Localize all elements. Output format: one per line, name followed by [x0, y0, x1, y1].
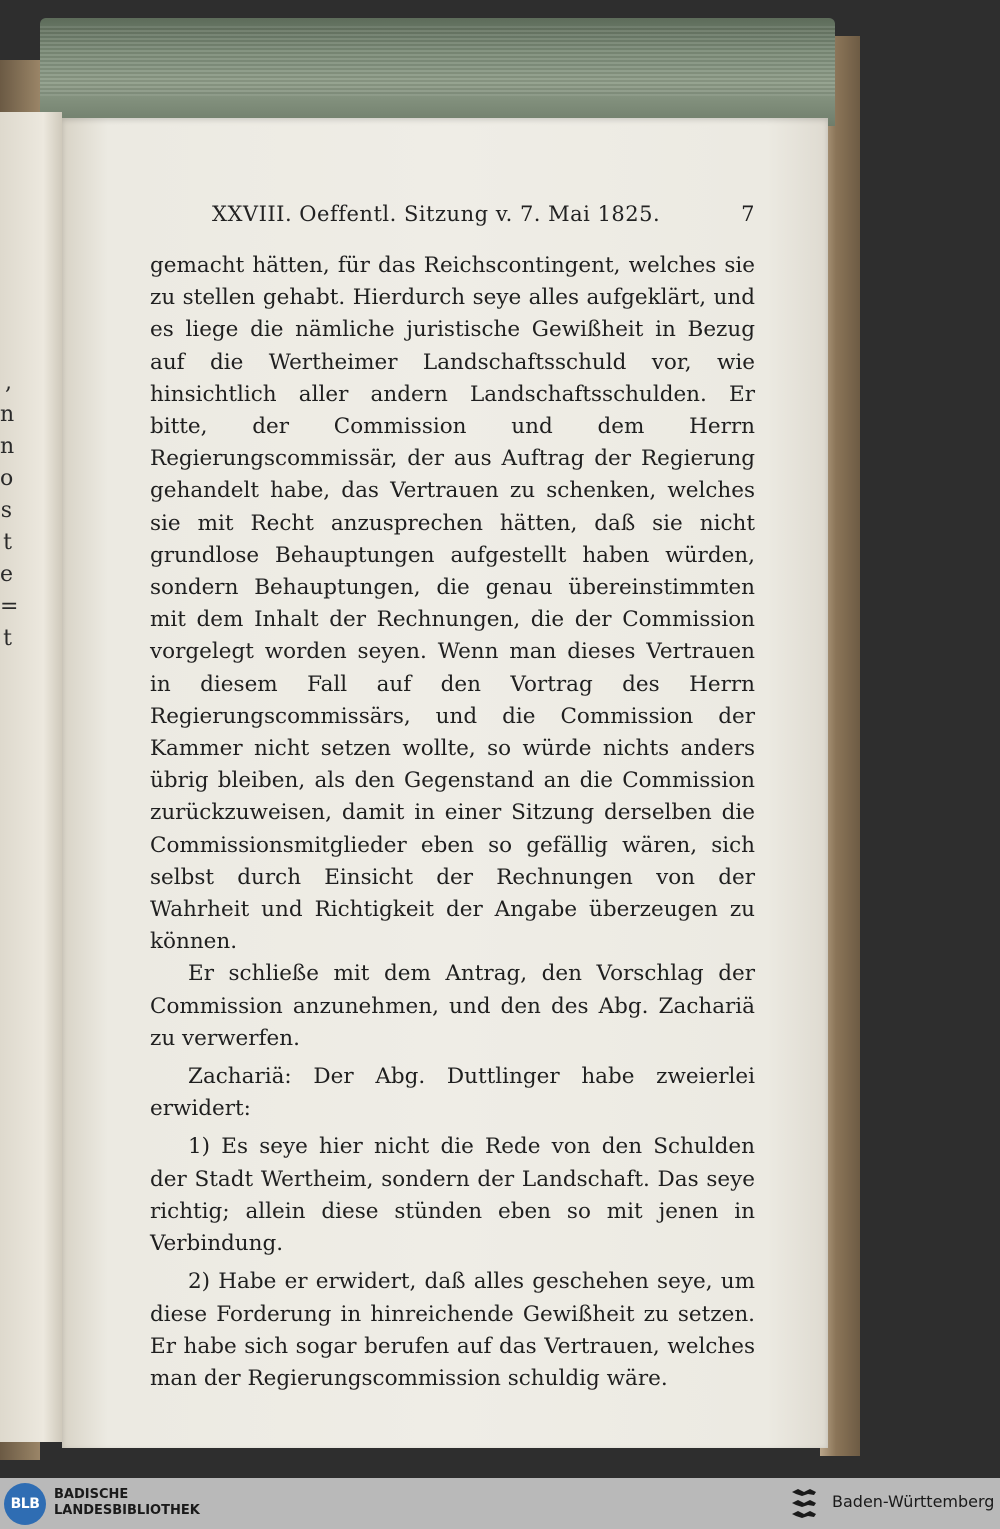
state-name[interactable]: Baden-Württemberg	[832, 1492, 995, 1511]
body-text	[150, 250, 755, 1395]
library-name-line1: BADISCHE	[54, 1487, 129, 1502]
blb-logo[interactable]: BLB	[4, 1483, 46, 1525]
footer-bar	[0, 1478, 1000, 1529]
paragraph: Er schließe mit dem Antrag, den Vorschlag der Commission anzunehmen, und den des Abg. Zachariä zu verwerfen.	[150, 961, 755, 1051]
paragraph: 2) Habe er erwidert, daß alles geschehen seye, um diese Forderung in hinreichende Gewißheit zu setzen. Er habe sich sogar berufen auf das Vertrauen, welches man der Regierungscommission schuldig wäre.	[150, 1269, 755, 1391]
paragraph: 1) Es seye hier nicht die Rede von den Schulden der Stadt Wertheim, sondern der Landschaft. Das seye richtig; allein diese stünden eben so mit jenen in Verbindung.	[150, 1134, 755, 1257]
edge-letter: n	[0, 434, 15, 459]
edge-letter: t	[3, 530, 12, 555]
running-header	[150, 202, 755, 232]
paragraph: gemacht hätten, für das Reichscontingent, welches sie zu stellen gehabt. Hierdurch seye alles aufgeklärt, und es liege die nämliche juristische Gewißheit in Bezug auf die Wertheimer Landschaftsschuld vor, wie hinsichtlich aller andern Landschaftsschulden. Er bitte, der Commission und dem Herrn Regierungscommissär, der aus Auftrag der Regierung gehandelt habe, das Vertrauen zu schenken, welches sie mit Recht anzusprechen hätten, daß sie nicht grundlose Behauptungen aufgestellt haben würden, sondern Behauptungen, die genau übereinstimmten mit dem Inhalt der Rechnungen, die der Commission vorgelegt worden seyen. Wenn man dieses Vertrauen in diesem Fall auf den Vortrag des Herrn Regierungscommissärs, und die Commission der Kammer nicht setzen wollte, so würde nichts anders übrig bleiben, als den Gegenstand an die Commission zurückzuweisen, damit in einer Sitzung derselben die Commissionsmitglieder eben so gefällig wären, sich selbst durch Einsicht der Rechnungen von der Wahrheit und Richtigkeit der Angabe überzeugen zu können.	[150, 253, 755, 955]
edge-letter: o	[0, 466, 14, 491]
library-name-line2: LANDESBIBLIOTHEK	[54, 1503, 200, 1518]
page-block-top-edge	[40, 18, 835, 126]
left-page-edge-letters	[0, 367, 19, 655]
library-name[interactable]	[54, 1487, 200, 1519]
edge-letter: e	[0, 562, 14, 587]
edge-letter: s	[0, 498, 12, 523]
left-page-edge	[0, 112, 62, 1442]
edge-letter: t	[3, 626, 12, 651]
header-title: XXVIII. Oeffentl. Sitzung v. 7. Mai 1825.	[212, 202, 661, 226]
page-number: 7	[741, 202, 755, 226]
baden-wuerttemberg-lions-icon	[788, 1486, 822, 1522]
paragraph: Zachariä: Der Abg. Duttlinger habe zweierlei erwidert:	[150, 1064, 755, 1122]
edge-letter: =	[0, 594, 19, 619]
edge-letter: n	[0, 402, 15, 427]
edge-letter: ,	[5, 370, 12, 395]
